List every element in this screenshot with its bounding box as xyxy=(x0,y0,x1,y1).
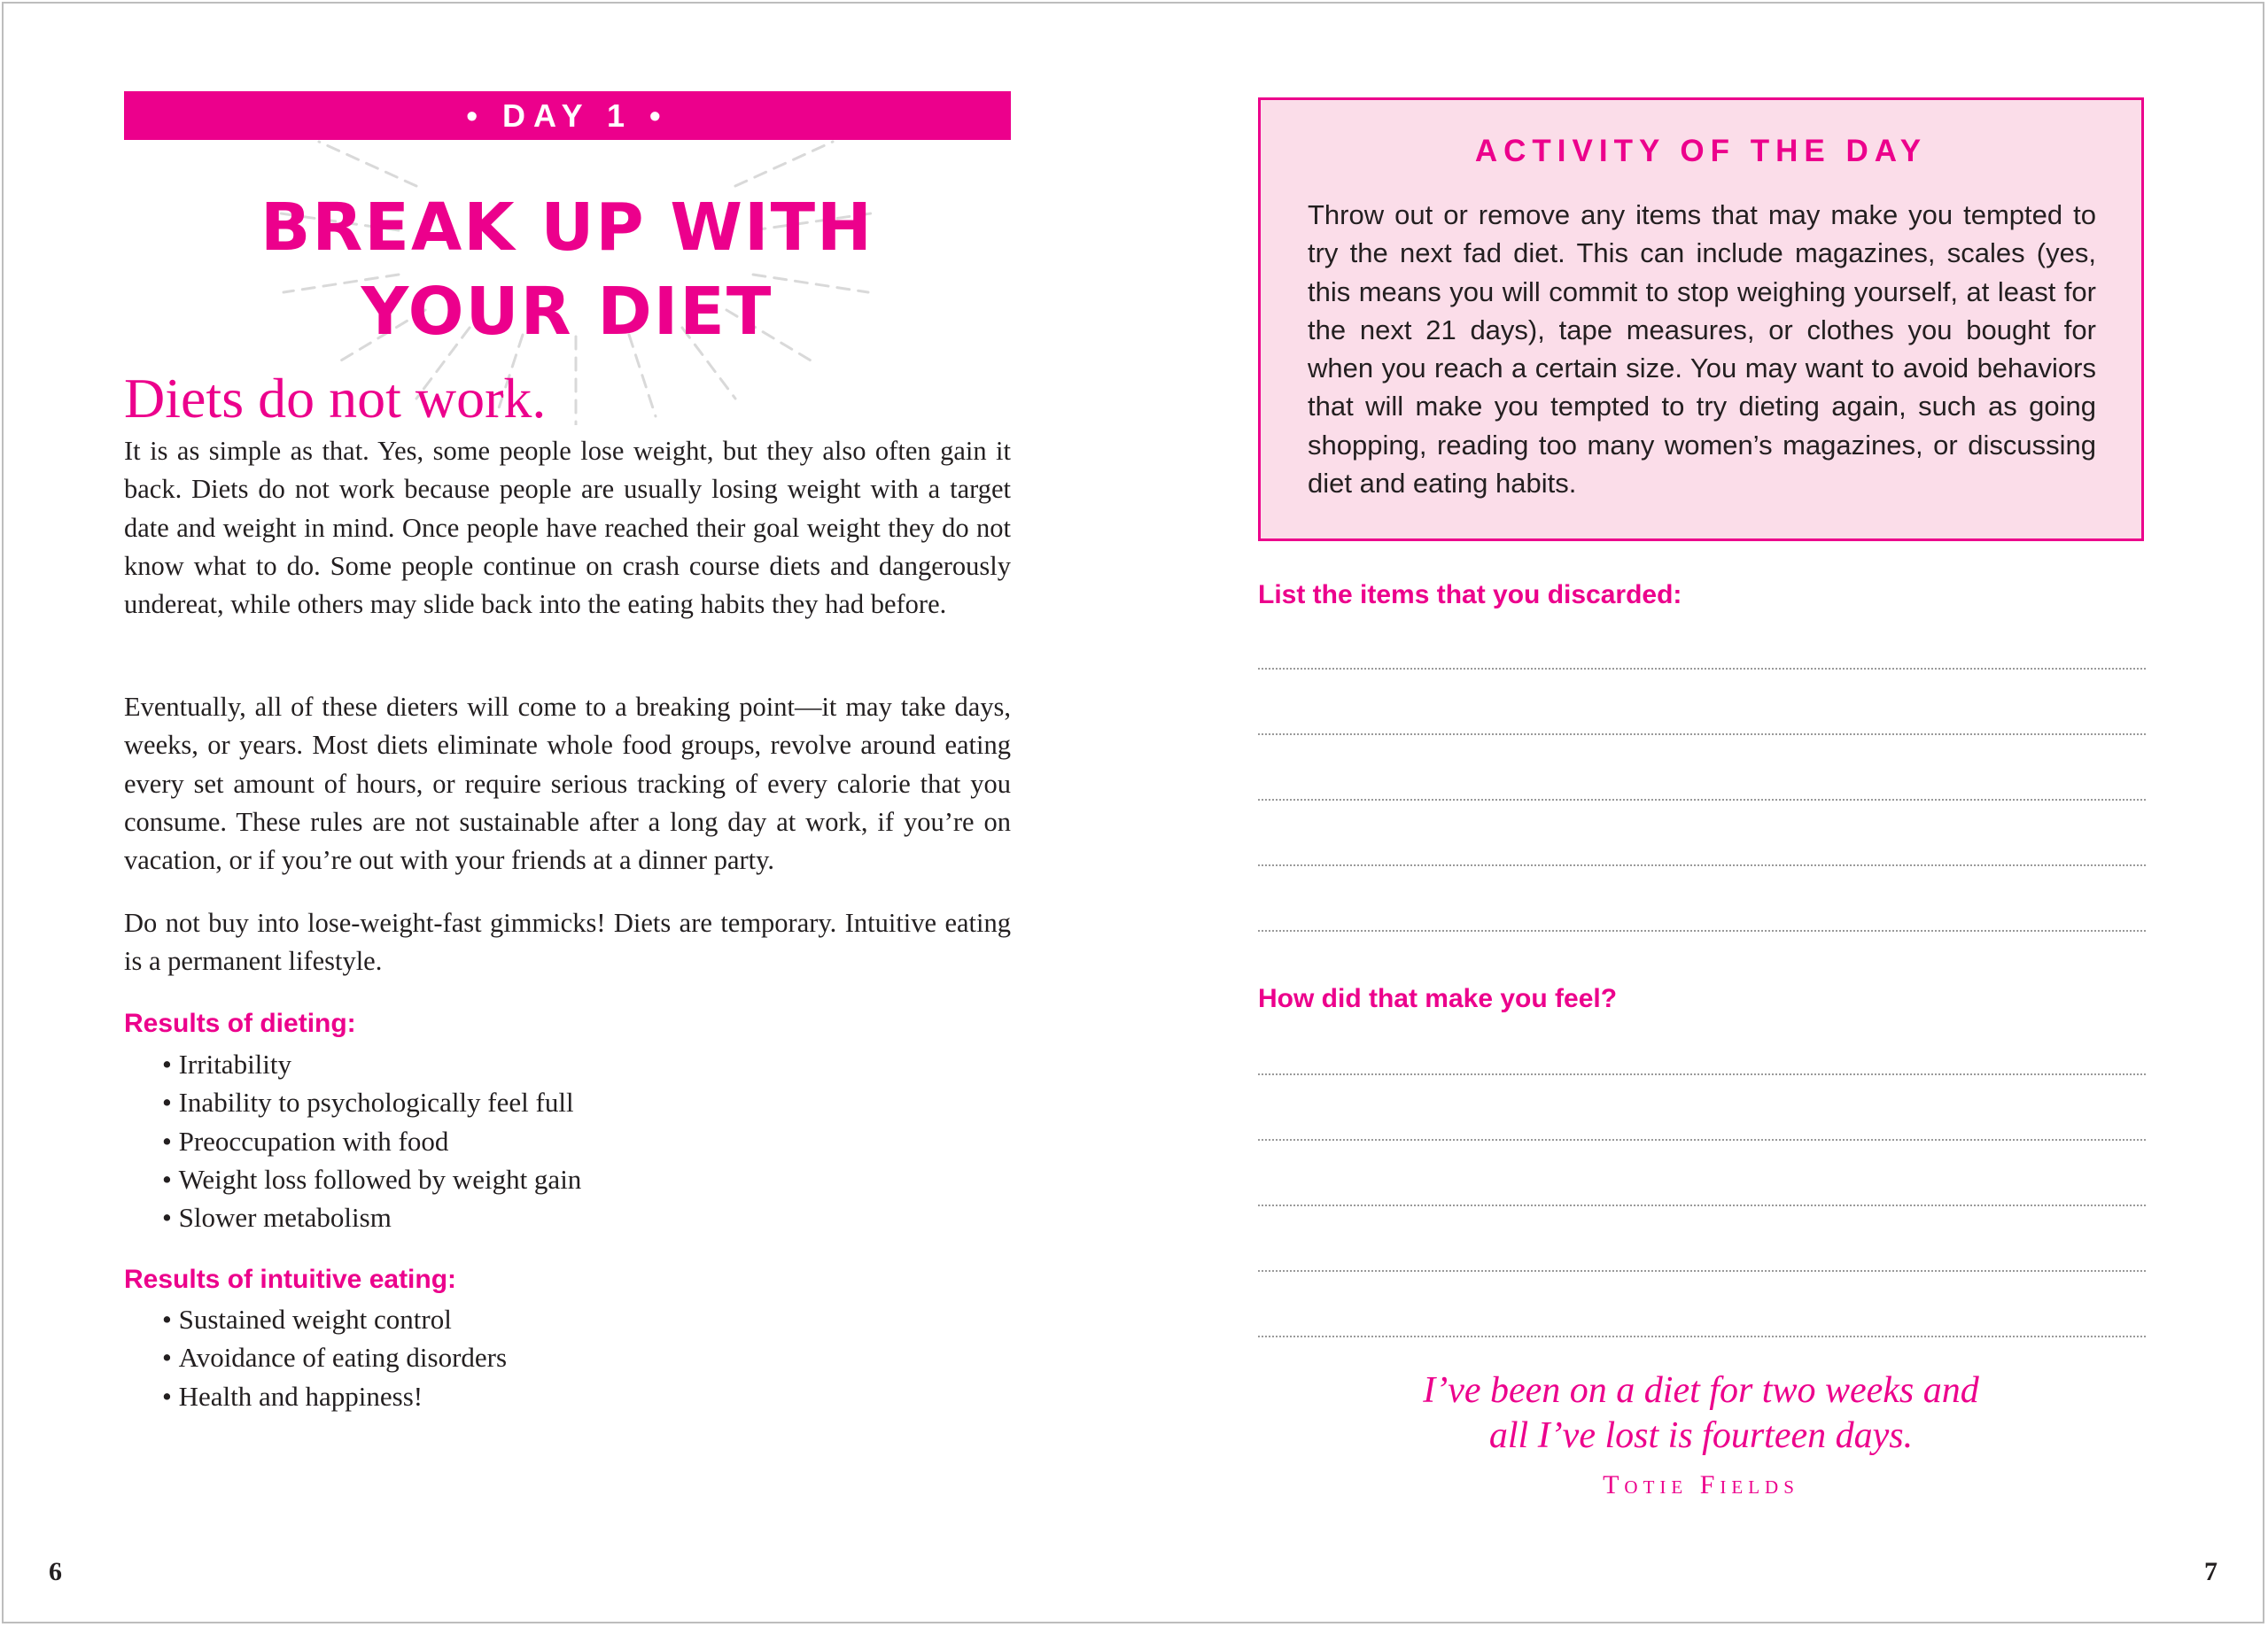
dieting-results-heading: Results of dieting: xyxy=(124,1009,356,1038)
list-item: • Slower metabolism xyxy=(162,1198,581,1236)
list-item: • Sustained weight control xyxy=(162,1300,507,1338)
activity-box xyxy=(1258,97,2144,541)
dieting-results-list xyxy=(162,1045,581,1236)
list-item: • Weight loss followed by weight gain xyxy=(162,1160,581,1198)
writing-line[interactable] xyxy=(1258,1272,2146,1337)
headline-line-2: YOUR DIET xyxy=(361,274,773,350)
activity-text: Throw out or remove any items that may make you tempted to try the next fad diet. This can include magazines, scales (yes, this means you will commit to stop weighing yourself, at least for the next 21 days), tape measures, or clothes you bought for when you reach a certain size. You may want to avoid behaviors that will make you tempted to try dieting again, such as going shopping, reading too many women’s magazines, or discussing diet and eating habits. xyxy=(1308,199,2096,500)
intuitive-results-heading: Results of intuitive eating: xyxy=(124,1265,457,1294)
list-item: • Inability to psychologically feel full xyxy=(162,1083,581,1121)
feelings-prompt: How did that make you feel? xyxy=(1258,984,1618,1013)
quote-author: Totie Fields xyxy=(1603,1470,1799,1499)
list-item: • Irritability xyxy=(162,1045,581,1083)
writing-line[interactable] xyxy=(1258,1141,2146,1206)
day-label-bar: • DAY 1 • xyxy=(124,91,1011,140)
discarded-items-writing-lines[interactable] xyxy=(1258,604,2146,932)
writing-line[interactable] xyxy=(1258,866,2146,932)
feelings-writing-lines[interactable] xyxy=(1258,1010,2146,1337)
body-paragraph-2: Eventually, all of these dieters will come to a breaking point—it may take days, weeks, or years. Most diets eliminate whole food groups, revolve around eating every set amount of hours, or require serious tracking of every calorie that you consume. These rules are not sustainable after a long day at work, if you’re on vacation, or if you’re out with your friends at a dinner party. xyxy=(124,692,1011,876)
page-number-left: 6 xyxy=(49,1557,62,1586)
quote-line-1: I’ve been on a diet for two weeks and xyxy=(1423,1370,1979,1411)
section-subhead: Diets do not work. xyxy=(124,367,547,430)
writing-line[interactable] xyxy=(1258,735,2146,801)
writing-line[interactable] xyxy=(1258,1010,2146,1075)
writing-line[interactable] xyxy=(1258,670,2146,735)
chapter-headline xyxy=(257,186,877,354)
activity-title: ACTIVITY OF THE DAY xyxy=(1474,134,1928,168)
writing-line[interactable] xyxy=(1258,604,2146,670)
discarded-items-prompt: List the items that you discarded: xyxy=(1258,580,1682,609)
body-paragraph-1: It is as simple as that. Yes, some people lose weight, but they also often gain it back. Diets do not work because people are usually losing weight with a target date and weight in mind. Once people have reached their goal weight they do not know what to do. Some people continue on crash course diets and dangerously undereat, while others may slide back into the eating habits they had before. xyxy=(124,436,1011,620)
list-item: • Preoccupation with food xyxy=(162,1122,581,1160)
intuitive-results-list xyxy=(162,1300,507,1415)
writing-line[interactable] xyxy=(1258,1075,2146,1141)
quote-line-2: all I’ve lost is fourteen days. xyxy=(1488,1415,1914,1456)
list-item: • Avoidance of eating disorders xyxy=(162,1338,507,1376)
body-paragraph-3: Do not buy into lose-weight-fast gimmicks! Diets are temporary. Intuitive eating is a permanent lifestyle. xyxy=(124,908,1011,977)
writing-line[interactable] xyxy=(1258,801,2146,866)
writing-line[interactable] xyxy=(1258,1206,2146,1272)
page-number-right: 7 xyxy=(2204,1557,2218,1586)
list-item: • Health and happiness! xyxy=(162,1377,507,1415)
quote-text xyxy=(1258,1368,2144,1459)
headline-line-1: BREAK UP WITH xyxy=(260,190,874,266)
